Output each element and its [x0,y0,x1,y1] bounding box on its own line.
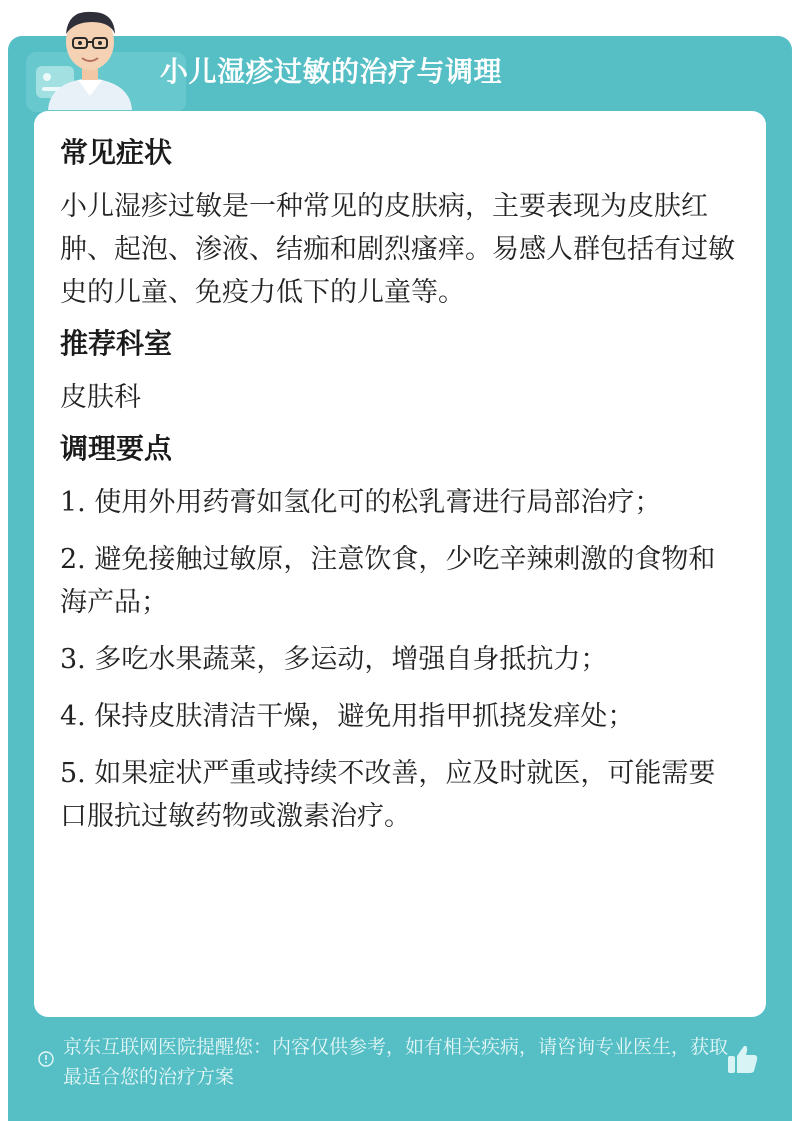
care-item-number: 4. [60,701,86,732]
disclaimer [38,1032,738,1092]
care-item-number: 2. [60,544,86,575]
info-icon [38,1051,54,1067]
care-item-3 [60,638,740,681]
care-item-number: 5. [60,758,86,789]
department-text: 皮肤科 [60,382,141,413]
care-item-4 [60,695,740,738]
care-item-text: 避免接触过敏原，注意饮食，少吃辛辣刺激的食物和海产品； [60,544,716,618]
disclaimer-text: 京东互联网医院提醒您：内容仅供参考，如有相关疾病，请咨询专业医生，获取最适合您的治疗方案 [63,1036,729,1088]
thumbs-up-icon[interactable] [726,1042,760,1076]
care-item-2 [60,538,740,624]
care-item-text: 多吃水果蔬菜，多运动，增强自身抵抗力； [94,644,608,675]
care-item-1 [60,481,740,524]
section-heading-care: 调理要点 [60,432,173,465]
section-heading-department: 推荐科室 [60,327,173,360]
care-item-text: 保持皮肤清洁干燥，避免用指甲抓挠发痒处； [94,701,635,732]
page-title: 小儿湿疹过敏的治疗与调理 [160,55,503,88]
symptoms-text: 小儿湿疹过敏是一种常见的皮肤病，主要表现为皮肤红肿、起泡、渗液、结痂和剧烈瘙痒。易感人群包括有过敏史的儿童、免疫力低下的儿童等。 [60,191,735,308]
care-item-number: 3. [60,644,86,675]
care-item-text: 如果症状严重或持续不改善，应及时就医，可能需要口服抗过敏药物或激素治疗。 [60,758,716,832]
care-item-text: 使用外用药膏如氢化可的松乳膏进行局部治疗； [94,487,662,518]
care-item-number: 1. [60,487,86,518]
care-item-5 [60,752,740,838]
section-heading-symptoms: 常见症状 [60,136,173,169]
content-card [34,111,766,1017]
doctor-avatar-icon [40,0,140,110]
